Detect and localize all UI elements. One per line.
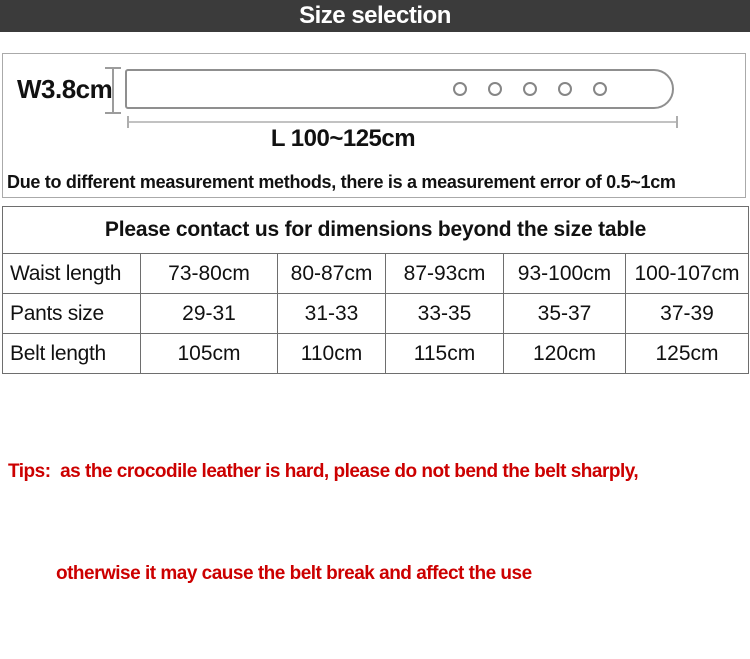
width-measure-line [105, 67, 121, 114]
tips-line-2: otherwise it may cause the belt break and affect the use [56, 563, 532, 584]
size-table-caption: Please contact us for dimensions beyond the size table [3, 207, 749, 254]
table-row-belt-length [3, 334, 749, 374]
size-table [2, 206, 749, 374]
row-label: Pants size [3, 294, 141, 334]
table-cell: 73-80cm [141, 254, 278, 294]
table-cell: 115cm [386, 334, 504, 374]
table-cell: 29-31 [141, 294, 278, 334]
tips-line-1: Tips: as the crocodile leather is hard, please do not bend the belt sharply, [8, 461, 639, 482]
tips-text [0, 387, 750, 659]
page-title: Size selection [299, 2, 451, 29]
table-cell: 93-100cm [504, 254, 626, 294]
table-cell: 105cm [141, 334, 278, 374]
table-cell: 110cm [278, 334, 386, 374]
measure-tick-right [676, 116, 678, 128]
table-cell: 87-93cm [386, 254, 504, 294]
table-cell: 33-35 [386, 294, 504, 334]
table-row-waist-length [3, 254, 749, 294]
table-cell: 120cm [504, 334, 626, 374]
row-label: Waist length [3, 254, 141, 294]
measure-stem [112, 67, 114, 114]
title-bar [0, 0, 750, 32]
table-cell: 31-33 [278, 294, 386, 334]
length-measure-line [127, 121, 678, 123]
row-label: Belt length [3, 334, 141, 374]
belt-hole [453, 82, 467, 96]
table-cell: 100-107cm [626, 254, 749, 294]
table-row-pants-size [3, 294, 749, 334]
belt-diagram-panel [2, 53, 746, 198]
belt-length-label: L 100~125cm [270, 125, 416, 152]
measure-cap-bottom [105, 112, 121, 114]
table-cell: 35-37 [504, 294, 626, 334]
belt-width-label: W3.8cm [17, 74, 113, 104]
belt-hole [558, 82, 572, 96]
belt-hole [488, 82, 502, 96]
belt-hole [593, 82, 607, 96]
table-cell: 125cm [626, 334, 749, 374]
measurement-error-note: Due to different measurement methods, there is a measurement error of 0.5~1cm [7, 172, 676, 192]
belt-hole [523, 82, 537, 96]
belt-illustration [125, 69, 674, 109]
measure-tick-left [127, 116, 129, 128]
size-table-caption-row [3, 207, 749, 254]
table-cell: 80-87cm [278, 254, 386, 294]
table-cell: 37-39 [626, 294, 749, 334]
